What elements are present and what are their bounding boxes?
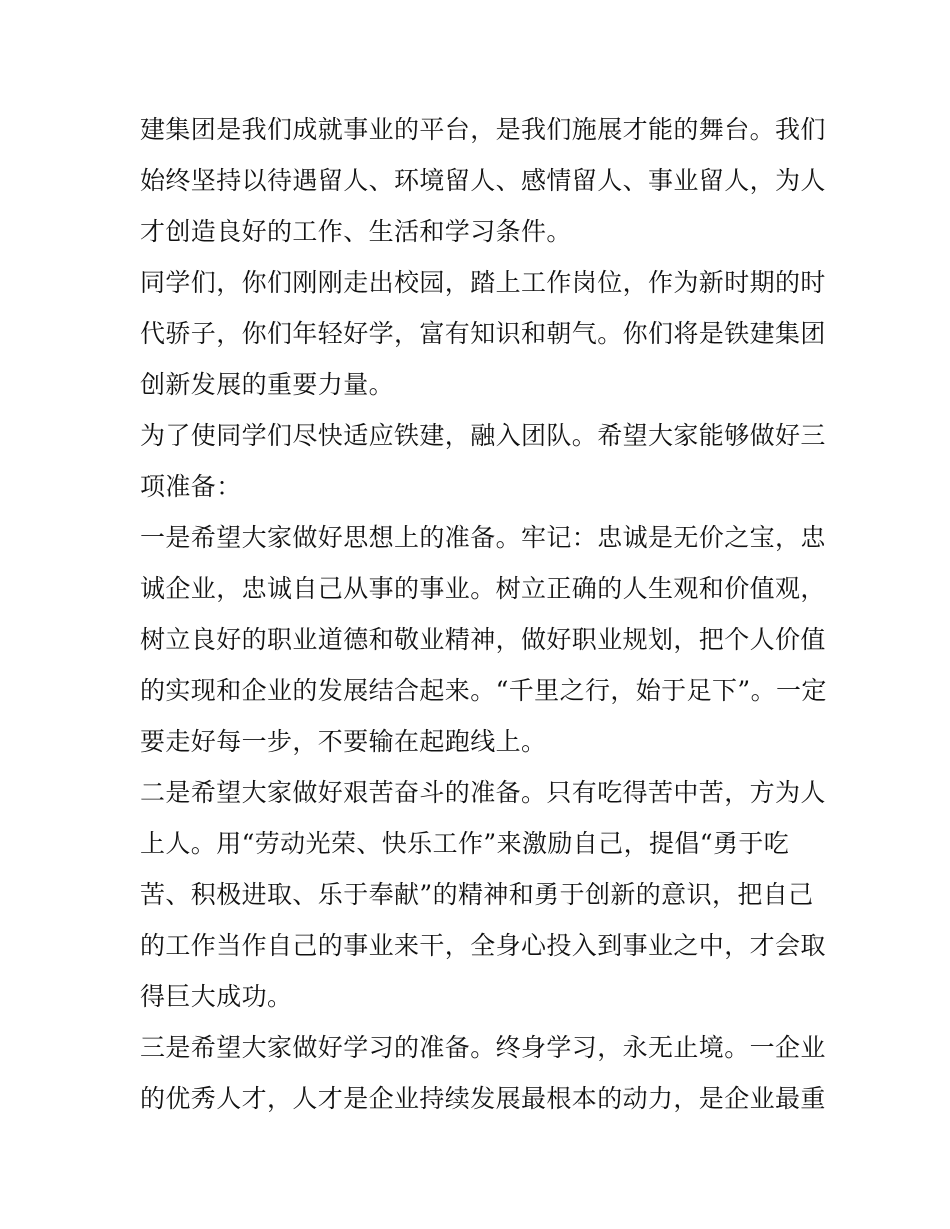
paragraph-second-preparation (140, 767, 826, 1022)
text-line: 才创造良好的工作、生活和学习条件。 (140, 217, 572, 246)
text-line: 得巨大成功。 (140, 982, 293, 1011)
text-line: 树立良好的职业道德和敬业精神，做好职业规划，把个人价值 (140, 625, 826, 654)
text-line: 的实现和企业的发展结合起来。“千里之行，始于足下”。一定 (140, 676, 827, 705)
text-line: 上人。用“劳动光荣、快乐工作”来激励自己，提倡“勇于吃 (140, 829, 790, 858)
text-line: 代骄子，你们年轻好学，富有知识和朝气。你们将是铁建集团 (140, 319, 826, 348)
text-line: 的优秀人才，人才是企业持续发展最根本的动力，是企业最重 (140, 1084, 826, 1113)
text-line: 创新发展的重要力量。 (140, 370, 395, 399)
text-line: 二是希望大家做好艰苦奋斗的准备。只有吃得苦中苦，方为人 (140, 778, 826, 807)
paragraph-third-preparation (140, 1022, 826, 1124)
paragraph-three-preparations (140, 410, 826, 512)
text-line: 一是希望大家做好思想上的准备。牢记：忠诚是无价之宝，忠 (140, 523, 826, 552)
text-line: 诚企业，忠诚自己从事的事业。树立正确的人生观和价值观， (140, 574, 826, 603)
text-line: 项准备： (140, 472, 242, 501)
text-line: 要走好每一步，不要输在起跑线上。 (140, 727, 547, 756)
paragraph-first-preparation (140, 512, 827, 767)
text-line: 苦、积极进取、乐于奉献”的精神和勇于创新的意识，把自己 (140, 880, 814, 909)
text-line: 为了使同学们尽快适应铁建，融入团队。希望大家能够做好三 (140, 421, 826, 450)
paragraph-students (140, 257, 826, 410)
paragraph-platform (140, 104, 826, 257)
body-text (140, 104, 827, 1124)
text-line: 建集团是我们成就事业的平台，是我们施展才能的舞台。我们 (140, 115, 826, 144)
text-line: 的工作当作自己的事业来干，全身心投入到事业之中，才会取 (140, 931, 826, 960)
text-line: 三是希望大家做好学习的准备。终身学习，永无止境。一企业 (140, 1033, 826, 1062)
text-line: 始终坚持以待遇留人、环境留人、感情留人、事业留人，为人 (140, 166, 826, 195)
text-line: 同学们，你们刚刚走出校园，踏上工作岗位，作为新时期的时 (140, 268, 826, 297)
